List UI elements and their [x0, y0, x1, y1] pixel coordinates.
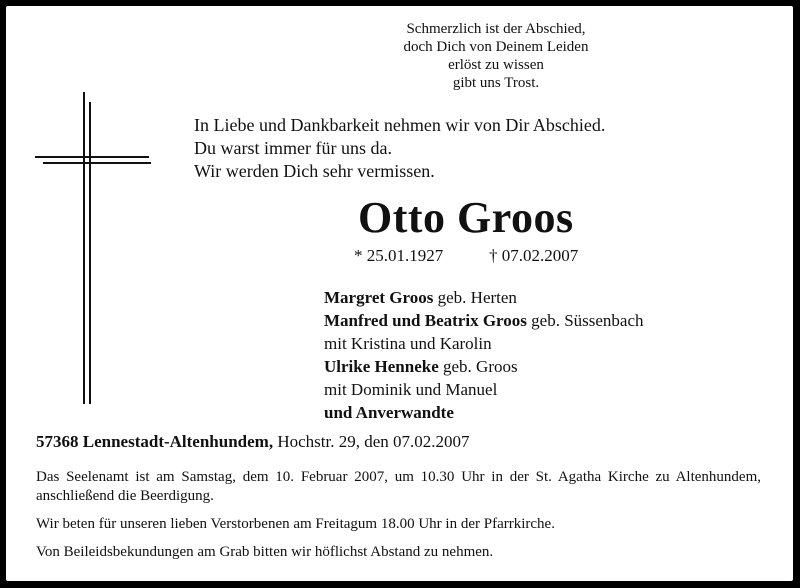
location-address: Hochstr. 29, den 07.02.2007 [273, 432, 470, 451]
cross-icon-bar [43, 162, 151, 164]
service-note: Von Beileidsbekundungen am Grab bitten wir höflichst Abstand zu nehmen. [36, 544, 494, 560]
family-detail: geb. Süssenbach [526, 311, 644, 330]
cross-icon-bar [35, 156, 149, 158]
intro-line: Wir werden Dich sehr vermissen. [194, 161, 435, 181]
family-line: und Anverwandte [324, 403, 454, 422]
service-note: Wir beten für unseren lieben Verstorbenen am Freitagum 18.00 Uhr in der Pfarrkirche. [36, 516, 555, 532]
poem-line: Schmerzlich ist der Abschied, [406, 21, 586, 37]
family-name: Margret Groos [324, 288, 434, 307]
poem-line: erlöst zu wissen [448, 57, 544, 73]
family-detail: geb. Herten [433, 288, 517, 307]
service-notes [36, 468, 761, 571]
death-date [489, 246, 578, 266]
poem-line: doch Dich von Deinem Leiden [403, 39, 589, 55]
deceased-name: Otto Groos [358, 193, 574, 242]
birth-date [354, 246, 443, 266]
family-detail: geb. Groos [438, 357, 518, 376]
poem [306, 20, 686, 92]
obituary-card [6, 6, 793, 581]
family-list [324, 286, 644, 424]
service-note: Das Seelenamt ist am Samstag, dem 10. Februar 2007, um 10.30 Uhr in der St. Agatha Kirche zu Altenhundem, anschließend die Beerdigung. [36, 469, 761, 504]
family-name: Manfred und Beatrix Groos [324, 311, 527, 330]
death-symbol: † [489, 246, 498, 265]
family-line [324, 286, 644, 309]
family-line [324, 355, 644, 378]
location-line [36, 432, 470, 452]
location-place: 57368 Lennestadt-Altenhundem, [36, 432, 274, 451]
family-line [324, 309, 644, 332]
birth-date-value: 25.01.1927 [366, 246, 444, 265]
family-name: Ulrike Henneke [324, 357, 439, 376]
cross-icon-line [89, 102, 91, 404]
intro-line: Du warst immer für uns da. [194, 138, 392, 158]
family-line: mit Kristina und Karolin [324, 334, 492, 353]
birth-symbol: * [354, 246, 363, 265]
family-line: mit Dominik und Manuel [324, 380, 498, 399]
poem-line: gibt uns Trost. [452, 75, 540, 91]
cross-icon [83, 92, 85, 404]
intro-line: In Liebe und Dankbarkeit nehmen wir von Dir Abschied. [194, 115, 606, 135]
death-date-value: 07.02.2007 [501, 246, 579, 265]
intro-text [194, 114, 605, 183]
